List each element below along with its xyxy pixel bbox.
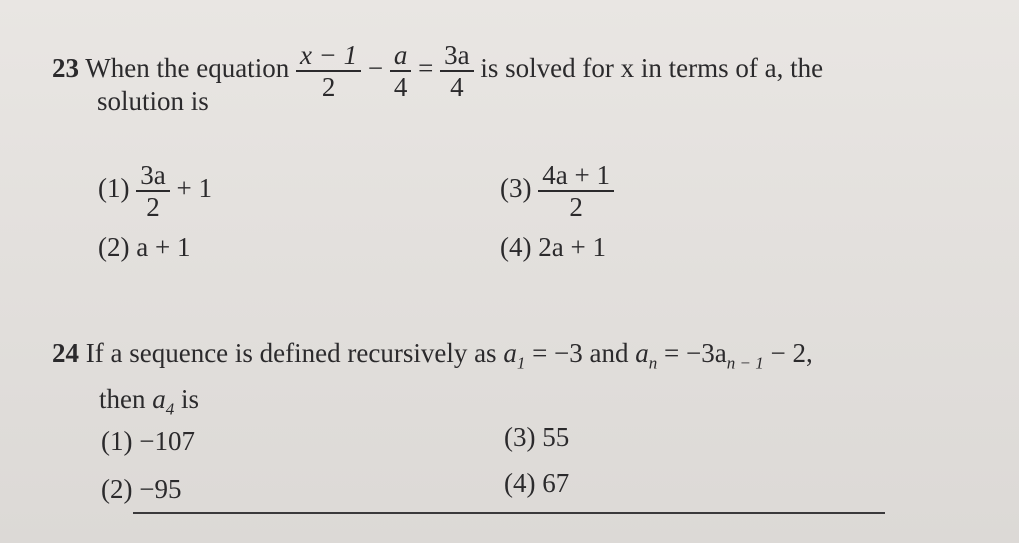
option-text: 55 xyxy=(542,422,570,452)
option-tail: + 1 xyxy=(176,173,212,204)
equation-text: = −3 and xyxy=(532,338,629,368)
option-label: (2) xyxy=(101,474,133,504)
option-text: 2a + 1 xyxy=(538,232,606,262)
option-label: (4) xyxy=(504,468,536,498)
fraction-3a-over-4 xyxy=(440,40,473,102)
fraction-numerator: 3a xyxy=(440,40,473,72)
option-label: (4) xyxy=(500,232,532,262)
question-number: 24 xyxy=(52,338,79,368)
option-text: −95 xyxy=(139,474,182,504)
term-a: a xyxy=(152,384,166,414)
question-text: When the equation xyxy=(85,53,290,84)
question-text: then xyxy=(99,384,146,414)
option-label: (1) xyxy=(98,173,130,204)
question-24-line2 xyxy=(99,384,199,419)
fraction-numerator: 4a + 1 xyxy=(538,160,614,192)
q23-option-4[interactable] xyxy=(500,232,606,263)
divider-line xyxy=(133,512,885,514)
minus-sign: − xyxy=(367,53,384,84)
term-a: a xyxy=(635,338,649,368)
option-label: (2) xyxy=(98,232,130,262)
q23-option-1[interactable] xyxy=(98,160,212,222)
q23-option-3[interactable] xyxy=(500,160,614,222)
fraction-denominator: 2 xyxy=(146,192,160,222)
fraction-numerator: a xyxy=(390,40,412,72)
fraction-x-minus-1-over-2 xyxy=(296,40,361,102)
fraction-denominator: 2 xyxy=(321,72,336,102)
option-label: (3) xyxy=(500,173,532,204)
option-text: 67 xyxy=(542,468,570,498)
option-label: (3) xyxy=(504,422,536,452)
question-text: is xyxy=(181,384,200,414)
subscript-n: n xyxy=(648,353,658,373)
equation-tail: − 2, xyxy=(770,338,813,368)
subscript-1: 1 xyxy=(516,353,526,373)
question-number: 23 xyxy=(52,53,79,84)
fraction-numerator: 3a xyxy=(136,160,169,192)
subscript-n-minus-1: n − 1 xyxy=(726,353,764,373)
fraction-3a-over-2 xyxy=(136,160,169,222)
fraction-denominator: 2 xyxy=(569,192,583,222)
fraction-numerator: x − 1 xyxy=(296,40,361,72)
q24-option-2[interactable] xyxy=(101,474,181,505)
subscript-4: 4 xyxy=(165,399,175,419)
equation-text: = −3a xyxy=(664,338,727,368)
option-text: −107 xyxy=(139,426,195,456)
option-text: a + 1 xyxy=(136,232,191,262)
fraction-denominator: 4 xyxy=(393,72,408,102)
q23-option-2[interactable] xyxy=(98,232,190,263)
q24-option-4[interactable] xyxy=(504,468,569,499)
question-text: If a sequence is defined recursively as xyxy=(85,338,497,368)
q24-option-1[interactable] xyxy=(101,426,195,457)
question-text-tail: is solved for x in terms of a, the xyxy=(480,53,824,84)
fraction-4a-plus-1-over-2 xyxy=(538,160,614,222)
question-23-line2: solution is xyxy=(97,86,209,116)
equals-sign: = xyxy=(418,53,434,84)
q24-option-3[interactable] xyxy=(504,422,569,453)
question-24-line1 xyxy=(52,338,813,373)
fraction-denominator: 4 xyxy=(450,72,464,102)
fraction-a-over-4 xyxy=(390,40,412,102)
term-a: a xyxy=(503,338,517,368)
option-label: (1) xyxy=(101,426,133,456)
